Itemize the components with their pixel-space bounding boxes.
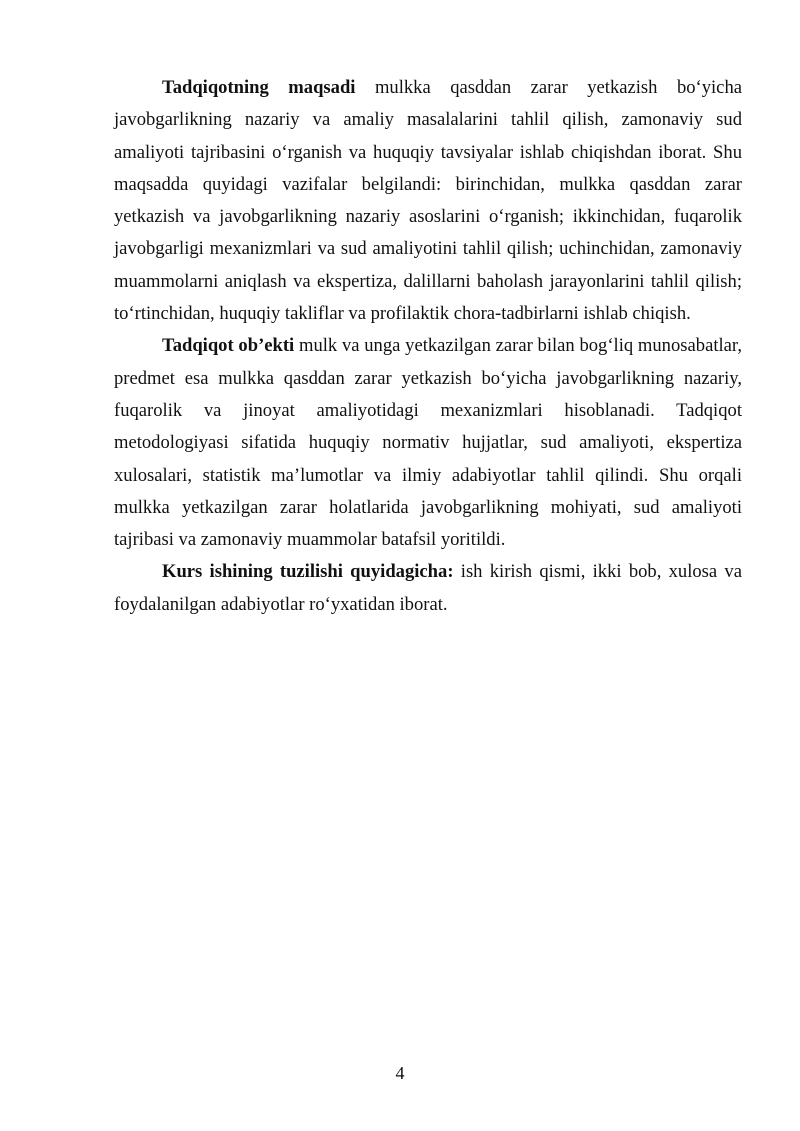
- page-body: [114, 72, 742, 621]
- page-number: 4: [395, 1063, 405, 1083]
- paragraph-text: mulk va unga yetkazilgan zarar bilan bog‘liq munosabatlar, predmet esa mulkka qasddan zarar yetkazish bo‘yicha javobgarlikning nazariy, fuqarolik va jinoyat amaliyotidagi mexanizmlari hisoblanadi. Tadqiqot metodologiyasi sifatida huquqiy normativ hujjatlar, sud amaliyoti, ekspertiza xulosalari, statistik ma’lumotlar va ilmiy adabiyotlar tahlil qilindi. Shu orqali mulkka yetkazilgan zarar holatlarida javobgarlikning mohiyati, sud amaliyoti tajribasi va zamonaviy muammolar batafsil yoritildi.: [114, 335, 742, 551]
- paragraph-text: mulkka qasddan zarar yetkazish bo‘yicha javobgarlikning nazariy va amaliy masalalarini tahlil qilish, zamonaviy sud amaliyoti tajribasini o‘rganish va huquqiy tavsiyalar ishlab chiqishdan iborat. Shu maqsadda quyidagi vazifalar belgilandi: birinchidan, mulkka qasddan zarar yetkazish va javobgarlikning nazariy asoslarini o‘rganish; ikkinchidan, fuqarolik javobgarligi mexanizmlari va sud amaliyotini tahlil qilish; uchinchidan, zamonaviy muammolarni aniqlash va ekspertiza, dalillarni baholash jarayonlarini tahlil qilish; to‘rtinchidan, huquqiy takliflar va profilaktik chora-tadbirlarni ishlab chiqish.: [114, 77, 742, 325]
- paragraph-lead: Kurs ishining tuzilishi quyidagicha:: [162, 561, 454, 583]
- paragraph-research-object: [114, 330, 742, 556]
- paragraph-lead: Tadqiqotning maqsadi: [162, 77, 356, 98]
- paragraph-research-goal: [114, 72, 742, 330]
- paragraph-lead: Tadqiqot ob’ekti: [162, 335, 295, 357]
- paragraph-structure: [114, 556, 742, 621]
- paragraph-text: ish kirish qismi, ikki bob, xulosa va foydalanilgan adabiyotlar ro‘yxatidan iborat.: [114, 561, 742, 615]
